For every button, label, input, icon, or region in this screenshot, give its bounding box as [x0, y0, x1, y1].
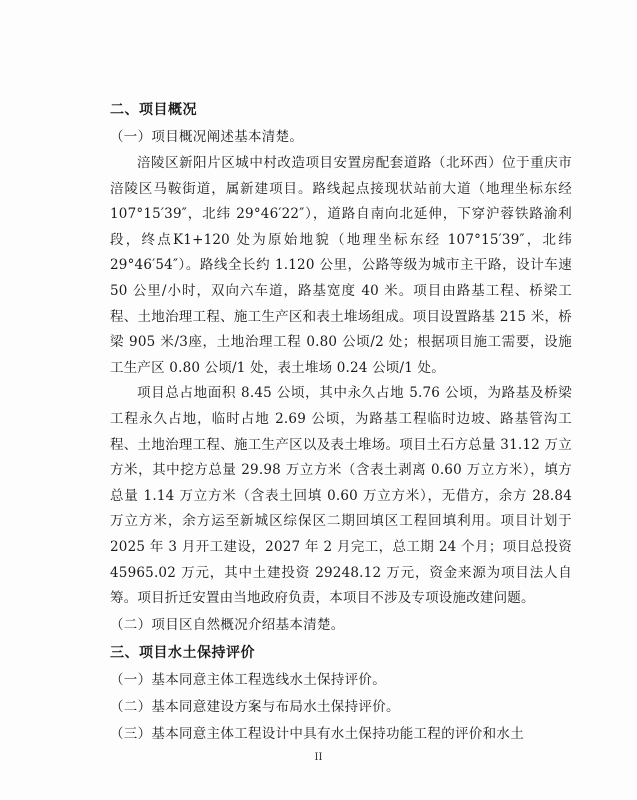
- section-3-item-3: （三）基本同意主体工程设计中具有水土保持功能工程的评价和水土: [110, 725, 524, 742]
- project-land-earthwork-paragraph: 项目总占地面积 8.45 公顷，其中永久占地 5.76 公顷，为路基及桥梁工程永久占地，临时占地 2.69 公顷，为路基工程临时边坡、路基管沟工程、土地治理工程、施工生产区以及表土堆场。项目土石方总量 31.12 万立方米，其中挖方总量 29.98 万立方米（含表土剥离 0.60 万立方米），填方总量 1.14 万立方米（含表土回填 0.60 万立方米），无借方，余方 28.84 万立方米，余方运至新城区综保区二期回填区工程回填利用。项目计划于 2025 年 3 月开工建设，2027 年 2 月完工，总工期 24 个月；项目总投资 45965.02 万元，其中土建投资 29248.12 万元，资金来源为项目法人自筹。项目折迁安置由当地政府负责，本项目不涉及专项设施改建问题。: [110, 385, 572, 607]
- section-2-subheading-1: （一）项目概况阐述基本清楚。: [110, 129, 304, 145]
- section-2-subheading-2: （二）项目区自然概况介绍基本清楚。: [110, 616, 345, 633]
- document-body: [110, 96, 572, 748]
- project-overview-paragraph: 涪陵区新阳片区城中村改造项目安置房配套道路（北环西）位于重庆市涪陵区马鞍街道，属新建项目。路线起点接现状站前大道（地理坐标东经 107°15′39″，北纬 29°46′22″），道路自南向北延伸，下穿沪蓉铁路渝利段，终点K1+120 处为原始地貌（地理坐标东经 107°15′39″，北纬 29°46′54″）。路线全长约 1.120 公里，公路等级为城市主干路，设计车速 50 公里/小时，双向六车道，路基宽度 40 米。项目由路基工程、桥梁工程、土地治理工程、施工生产区和表土堆场组成。项目设置路基 215 米，桥梁 905 米/3座，土地治理工程 0.80 公顷/2 处；根据项目施工需要，设施工生产区 0.80 公顷/1 处，表土堆场 0.24 公顷/1 处。: [110, 155, 572, 376]
- section-2-heading: 二、项目概况: [110, 102, 197, 118]
- section-3-item-2: （二）基本同意建设方案与布局水土保持评价。: [110, 698, 400, 715]
- section-3-heading: 三、项目水土保持评价: [110, 644, 255, 661]
- page-number: II: [314, 752, 323, 763]
- section-3-item-1: （一）基本同意主体工程选线水土保持评价。: [110, 671, 386, 688]
